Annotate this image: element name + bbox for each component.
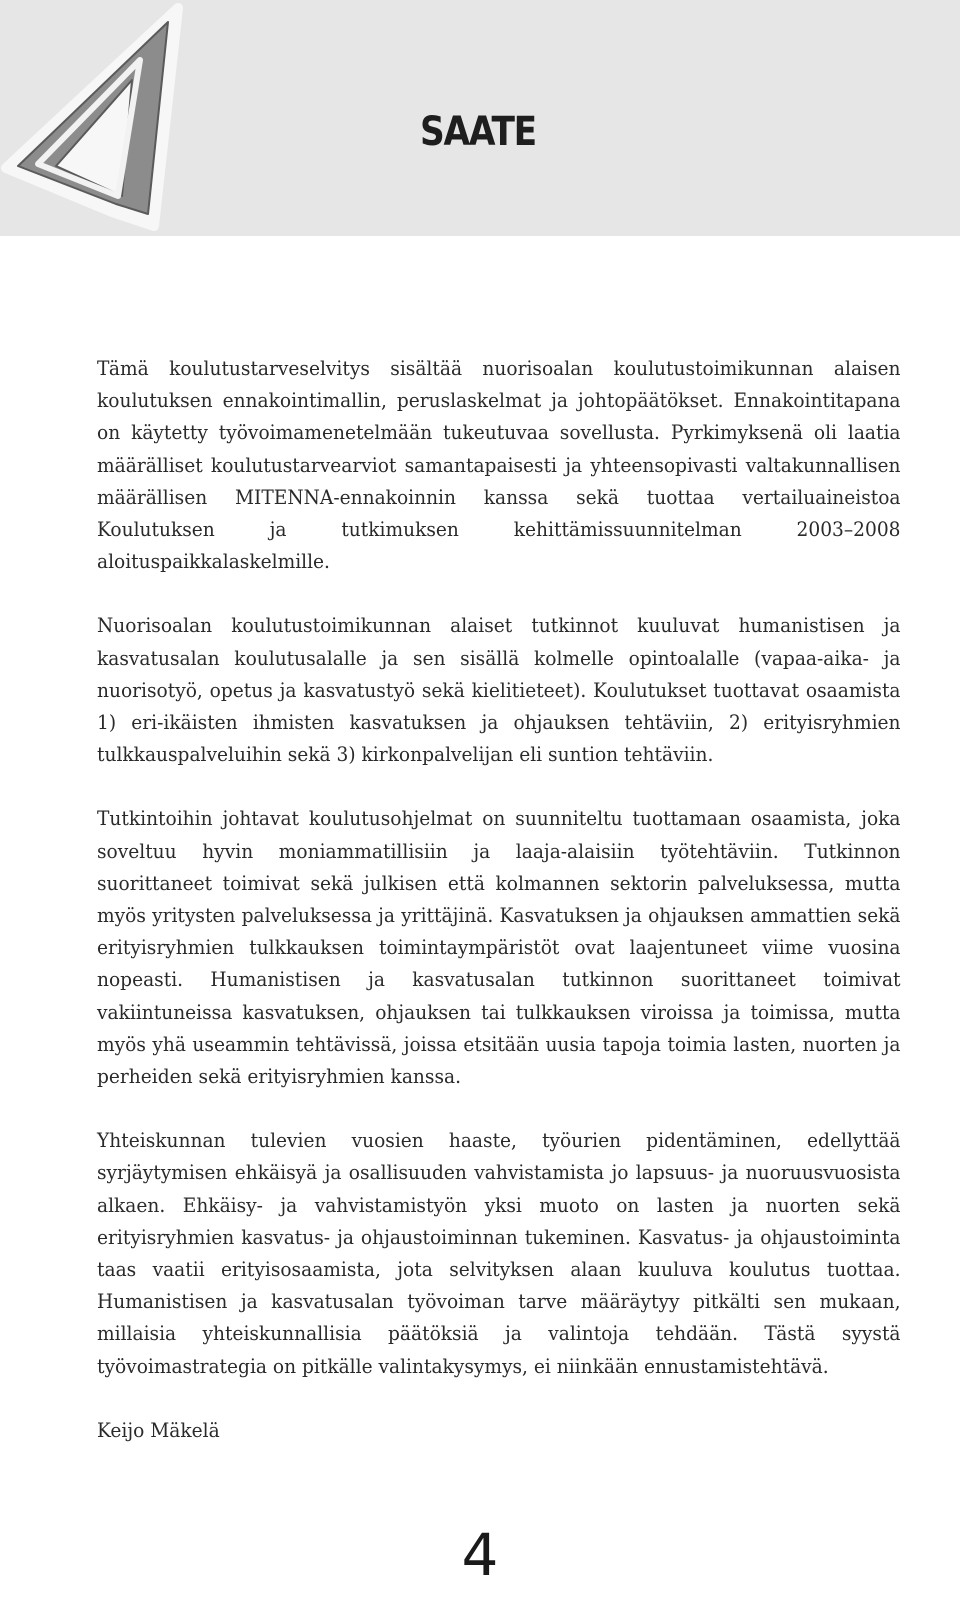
chapter-4-logo-icon: [0, 0, 190, 236]
page-title: SAATE: [420, 109, 536, 155]
paragraph: Nuorisoalan koulutustoimikunnan alaiset tutkinnot kuuluvat humanistisen ja kasvatusalan koulutusalalle ja sen sisällä kolmelle opintoalalle (vapaa-aika- ja nuorisotyö, opetus ja kasvatustyö sekä kielitieteet). Koulutukset tuottavat osaamista 1) eri-ikäisten ihmisten kasvatuksen ja ohjauksen tehtäviin, 2) erityisryhmien tulkkauspalveluihin sekä 3) kirkonpalvelijan eli suntion tehtäviin.: [97, 613, 901, 767]
paragraph: Tämä koulutustarveselvitys sisältää nuorisoalan koulutustoimikunnan alaisen koulutuksen ennakointimallin, peruslaskelmat ja johtopäätökset. Ennakointitapana on käytetty työvoimamenetelmään tukeutuvaa sovellusta. Pyrkimyksenä oli laatia määrälliset koulutustarvearviot samantapaisesti ja yhteensopivasti valtakunnallisen määrällisen MITENNA-ennakoinnin kanssa sekä tuottaa vertailuaineistoa Koulutuksen ja tutkimuksen kehittämissuunnitelman 2003–2008 aloituspaikkalaskelmille.: [97, 356, 901, 574]
paragraph: Tutkintoihin johtavat koulutusohjelmat on suunniteltu tuottamaan osaamista, joka soveltuu hyvin moniammatillisiin ja laaja-alaisiin työtehtäviin. Tutkinnon suorittaneet toimivat sekä julkisen että kolmannen sektorin palveluksessa, mutta myös yritysten palveluksessa ja yrittäjinä. Kasvatuksen ja ohjauksen ammattien sekä erityisryhmien tulkkauksen toimintaympäristöt ovat laajentuneet viime vuosina nopeasti. Humanistisen ja kasvatusalan tutkinnon suorittaneet toimivat vakiintuneissa kasvatuksen, ohjauksen tai tulkkauksen viroissa ja toimissa, mutta myös yhä useammin tehtävissä, joissa etsitään uusia tapoja toimia lasten, nuorten ja perheiden sekä erityisryhmien kanssa.: [97, 806, 901, 1089]
page-number: 4: [461, 1521, 499, 1589]
paragraph: Yhteiskunnan tulevien vuosien haaste, työurien pidentäminen, edellyttää syrjäytymisen ehkäisyä ja osallisuuden vahvistamista jo lapsuus- ja nuoruusvuosista alkaen. Ehkäisy- ja vahvistamistyön yksi muoto on lasten ja nuorten sekä erityisryhmien kasvatus- ja ohjaustoiminnan tukeminen. Kasvatus- ja ohjaustoiminta taas vaatii erityisosaamista, jota selvityksen alaan kuuluva koulutus tuottaa. Humanistisen ja kasvatusalan työvoiman tarve määräytyy pitkälti sen mukaan, millaisia yhteiskunnallisia päätöksiä ja valintoja tehdään. Tästä syystä työvoimastrategia on pitkälle valintakysymys, ei niinkään ennustamistehtävä.: [97, 1128, 901, 1378]
chapter-header-band: [0, 0, 960, 236]
document-body: [97, 352, 901, 1478]
signature: Keijo Mäkelä: [97, 1417, 220, 1442]
